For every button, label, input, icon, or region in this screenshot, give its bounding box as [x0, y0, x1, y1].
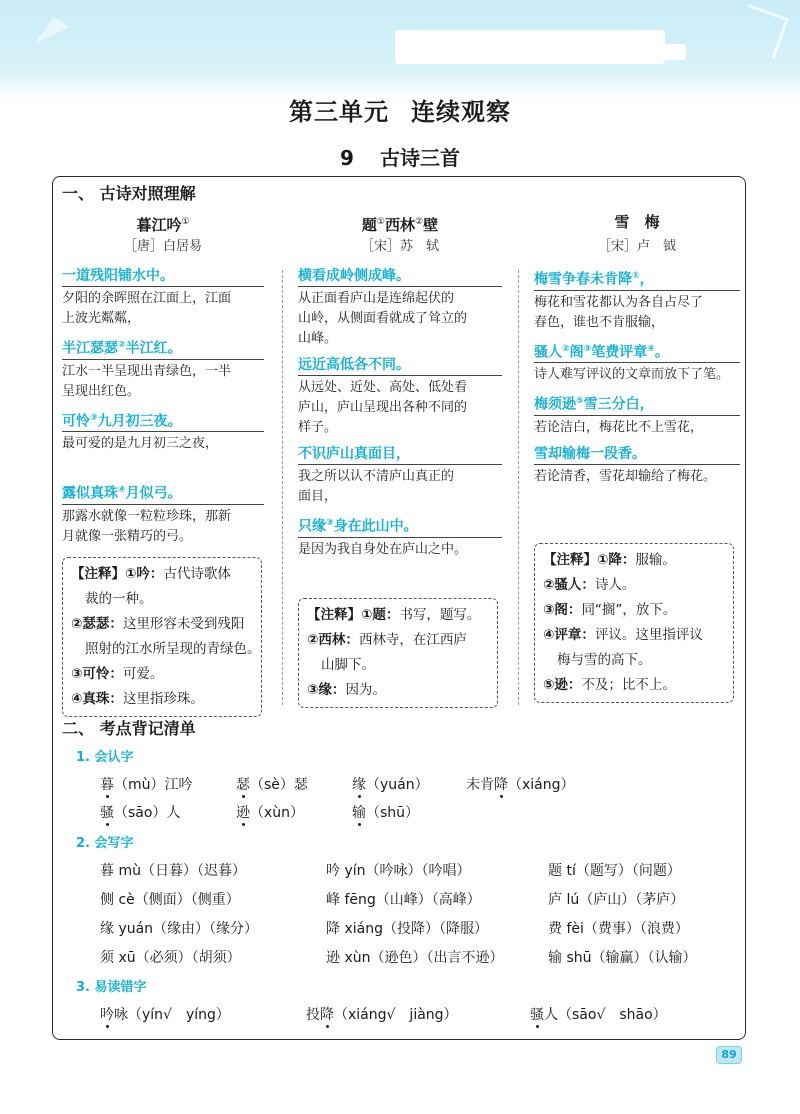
poem-title-sup: ② [415, 217, 424, 227]
recognize-item [236, 774, 308, 794]
dotted-char: 瑟 [236, 774, 250, 794]
write-item: 题 tí（题写）（问题） [548, 863, 681, 879]
translation-line: 梅花和雪花都认为各自占尽了 [534, 294, 704, 310]
write-item: 峰 fēng（山峰）（高峰） [326, 892, 481, 908]
note-marker: ② [118, 340, 126, 350]
dotted-char: 暮 [100, 774, 114, 794]
poem-line [298, 266, 502, 286]
recognize-item [100, 802, 180, 822]
translation-line: 庐山，庐山呈现出各种不同的 [298, 400, 468, 415]
lesson-title [0, 142, 800, 171]
poem-column-2 [298, 210, 502, 708]
note-text: 这里指珍珠。 [122, 690, 204, 707]
translation [62, 359, 264, 402]
dotted-char: 缘 [352, 774, 366, 794]
dotted-char: 吟 [100, 1004, 114, 1024]
translation [298, 537, 502, 560]
entry-suffix: （shū） [366, 805, 420, 821]
note-item [71, 612, 253, 637]
entry-suffix: （xùn） [250, 805, 305, 821]
translation-line: 若论洁白，梅花比不上雪花， [534, 419, 704, 435]
translation [534, 290, 740, 333]
note-continuation: 梅与雪的高下。 [557, 651, 652, 668]
note-text: 古代诗歌体 [163, 565, 231, 582]
poem-line-text: 笔费评章 [591, 344, 648, 361]
translation-line: 那露水就像一粒粒珍珠，那新 [62, 508, 232, 524]
poem-line-text: 只缘 [298, 518, 326, 535]
poem-line [62, 335, 264, 359]
poem-title-text: 暮江吟 [136, 216, 182, 234]
write-item: 吟 yín（吟咏）（吟唱） [326, 863, 471, 879]
section-heading-checklist: 二、 考点背记清单 [62, 719, 196, 738]
note-term: ④评章： [543, 626, 595, 643]
poem-lines [62, 266, 264, 547]
note-text: 可爱。 [122, 665, 164, 682]
entry-suffix: 人（sāo√ shāo） [544, 1007, 667, 1023]
dotted-char: 逊 [236, 802, 250, 822]
subheading-write: 2. 会写字 [76, 836, 134, 851]
poem-title: 雪 梅 [614, 213, 660, 231]
translation-line: 山岭，从侧面看就成了耸立的 [298, 311, 468, 326]
dotted-char: 骚 [530, 1004, 544, 1024]
translation-line: 是因为我自身处在庐山之中。 [298, 541, 468, 557]
note-text: 西林寺，在江西庐 [358, 631, 467, 648]
note-term: ②瑟瑟： [71, 615, 123, 632]
note-marker: ③ [583, 343, 592, 354]
poem-line-text: 远近高低各不同。 [298, 357, 410, 373]
notes-box [534, 543, 734, 703]
poem-line [62, 408, 264, 432]
column-divider [518, 270, 519, 705]
banner-tab [395, 30, 665, 64]
note-item [543, 598, 725, 623]
translation-line: 从远处、近处、高处、低处看 [298, 380, 468, 395]
translation [62, 504, 264, 547]
note-item [543, 548, 725, 573]
translation [298, 464, 502, 507]
note-marker: ⑤ [576, 396, 584, 407]
note-continuation: 裁的一种。 [85, 590, 153, 607]
poem-line-text: 雪三分白， [583, 396, 654, 413]
poem-title-sup: ① [376, 217, 385, 227]
note-marker: ② [562, 343, 570, 354]
poem-title-sup: ① [181, 217, 190, 227]
write-item: 侧 cè（侧面）（侧重） [100, 892, 240, 908]
note-term: ②骚人： [543, 576, 595, 593]
write-item: 庐 lú（庐山）（茅庐） [548, 892, 685, 908]
poem-line [298, 355, 502, 375]
note-item [307, 678, 489, 703]
note-item [71, 687, 253, 712]
poem-line-text: 半江红。 [125, 340, 182, 357]
translation [534, 362, 740, 385]
section-heading-poems: 一、 古诗对照理解 [62, 184, 196, 203]
poem-line [534, 339, 740, 363]
write-item: 费 fèi（费事）（浪费） [548, 921, 689, 937]
write-item: 暮 mù（日暮）（迟暮） [100, 863, 246, 879]
translation [62, 431, 264, 474]
note-marker: ① [632, 271, 640, 281]
entry-suffix: （mù）江吟 [114, 777, 193, 793]
entry-prefix: 未肯 [466, 777, 494, 793]
poem-title-text: 西林 [384, 216, 415, 234]
poem-line-text: 骚人 [534, 344, 562, 361]
poem-line-text: 半江瑟瑟 [62, 340, 118, 357]
poem-author: ［唐］白居易 [123, 239, 202, 254]
unit-title [0, 92, 800, 127]
note-text: 这里形容未受到残阳 [122, 615, 245, 632]
poem-line-text: ， [639, 271, 654, 288]
translation [298, 286, 502, 349]
subheading-recognize: 1. 会认字 [76, 750, 134, 765]
write-item: 降 xiáng（投降）（降服） [326, 921, 488, 937]
poem-title [298, 210, 502, 234]
lesson-number: 9 [340, 146, 354, 170]
notes-box [298, 598, 498, 708]
dotted-char: 降 [320, 1004, 334, 1024]
poem-line-text: 。 [654, 344, 669, 361]
poem-line [534, 444, 740, 464]
poem-title [62, 210, 264, 234]
note-item [71, 562, 253, 587]
translation-line: 诗人难写评议的文章而放下了笔。 [534, 367, 730, 383]
dotted-char: 输 [352, 802, 366, 822]
note-marker: ③ [326, 518, 334, 528]
entry-suffix: （sè）瑟 [250, 777, 308, 793]
write-item: 逊 xùn（逊色）（出言不逊） [326, 950, 504, 966]
note-text: 因为。 [345, 681, 386, 698]
recognize-item [466, 774, 575, 794]
note-text: 诗人。 [594, 576, 636, 593]
note-item [307, 603, 489, 628]
note-continuation: 山脚下。 [321, 656, 375, 673]
misread-item [306, 1004, 458, 1024]
note-marker: ④ [118, 485, 126, 496]
note-item [543, 623, 725, 648]
translation-line: 江水一半呈现出青绿色，一半 [62, 363, 232, 379]
translation-line: 呈现出红色。 [62, 383, 141, 399]
poem-column-1 [62, 210, 264, 717]
note-text: 服输。 [635, 551, 676, 568]
poem-line-text: 一道残阳铺水中。 [62, 268, 174, 284]
entry-suffix: （xiáng√ jiàng） [334, 1007, 458, 1023]
translation [534, 464, 740, 487]
write-item: 输 shū（输赢）（认输） [548, 950, 697, 966]
poem-line-text: 九月初三夜。 [97, 413, 182, 430]
poem-author: ［宋］苏 轼 [360, 239, 439, 254]
poem-line [62, 266, 264, 286]
unit-theme: 连续观察 [411, 98, 511, 126]
poem-line-text: 梅雪争春未肯降 [534, 271, 632, 288]
note-term: 【注释】①题： [307, 606, 400, 623]
poem-line [298, 444, 502, 464]
translation-line: 春色，谁也不肯服输， [534, 314, 665, 330]
note-text: 评议。这里指评议 [594, 626, 703, 643]
poem-line-text: 雪却输梅一段香。 [534, 445, 646, 462]
note-marker: ④ [647, 343, 655, 354]
note-marker: ③ [90, 412, 98, 423]
translation [298, 375, 502, 438]
entry-suffix: （xiáng） [508, 777, 575, 793]
translation-line: 山峰。 [298, 331, 338, 346]
note-continuation: 照射的江水所呈现的青绿色。 [85, 640, 261, 657]
page-number: 89 [716, 1046, 742, 1064]
entry-suffix: （sāo）人 [114, 805, 181, 821]
translation-line: 从正面看庐山是连绵起伏的 [298, 291, 455, 306]
note-text: 不及；比不上。 [581, 676, 676, 693]
translation-line: 上波光粼粼， [62, 311, 141, 326]
poem-line [62, 480, 264, 504]
poem-author: ［宋］卢 钺 [597, 239, 676, 254]
poem-lines [298, 266, 502, 560]
note-text: 书写，题写。 [399, 606, 481, 623]
misread-item [530, 1004, 667, 1024]
note-item [307, 628, 489, 653]
entry-suffix: （yuán） [366, 777, 429, 793]
poem-column-3 [534, 210, 740, 703]
note-term: 【注释】①吟： [71, 565, 164, 582]
entry-suffix: 咏（yín√ yíng） [114, 1007, 230, 1023]
poem-line-text: 月似弓。 [125, 485, 182, 502]
column-divider [282, 270, 283, 705]
note-term: 【注释】①降： [543, 551, 636, 568]
write-item: 缘 yuán（缘由）（缘分） [100, 921, 259, 937]
misread-item [100, 1004, 230, 1024]
note-term: ③缘： [307, 681, 346, 698]
poem-title-text: 壁 [423, 216, 439, 234]
recognize-item [236, 802, 304, 822]
poem-line [298, 513, 502, 537]
translation-line: 样子。 [298, 420, 338, 435]
translation-line [62, 454, 264, 474]
poem-line-text: 露似真珠 [62, 485, 118, 502]
poem-line-text: 阁 [569, 344, 584, 361]
recognize-item [352, 774, 429, 794]
note-text: 同“搁”，放下。 [581, 601, 677, 618]
note-term: ③阁： [543, 601, 582, 618]
banner-tab-cap [660, 44, 686, 60]
recognize-item [100, 774, 193, 794]
note-item [543, 673, 725, 698]
note-term: ②西林： [307, 631, 359, 648]
dotted-char: 降 [494, 774, 508, 794]
write-item: 须 xū（必须）（胡须） [100, 950, 241, 966]
translation-line: 最可爱的是九月初三之夜， [62, 436, 219, 452]
poem-line-text: 横看成岭侧成峰。 [298, 268, 410, 284]
note-term: ④真珠： [71, 690, 123, 707]
dotted-char: 骚 [100, 802, 114, 822]
entry-prefix: 投 [306, 1007, 320, 1023]
subheading-misread: 3. 易读错字 [76, 980, 147, 995]
translation-line: 月就像一张精巧的弓。 [62, 528, 193, 544]
poem-line-text: 不识庐山真面目， [298, 446, 410, 462]
poem-line [534, 266, 740, 290]
translation-line: 若论清香，雪花却输给了梅花。 [534, 468, 717, 484]
poem-line-text: 身在此山中。 [333, 518, 418, 535]
translation [534, 415, 740, 438]
poem-line-text: 可怜 [62, 413, 90, 430]
note-item [543, 573, 725, 598]
notes-box [62, 557, 262, 717]
note-item [71, 662, 253, 687]
note-term: ⑤逊： [543, 676, 582, 693]
poem-line-text: 梅须逊 [534, 396, 576, 413]
poem-title-text: 题 [361, 216, 377, 234]
poem-line [534, 391, 740, 415]
poem-lines [534, 266, 740, 487]
translation [62, 286, 264, 329]
recognize-item [352, 802, 419, 822]
lesson-name: 古诗三首 [379, 146, 460, 170]
translation-line: 夕阳的余晖照在江面上，江面 [62, 291, 232, 306]
translation-line: 我之所以认不清庐山真正的 [298, 469, 455, 484]
note-term: ③可怜： [71, 665, 123, 682]
unit-label: 第三单元 [289, 98, 389, 126]
translation-line: 面目， [298, 489, 338, 504]
